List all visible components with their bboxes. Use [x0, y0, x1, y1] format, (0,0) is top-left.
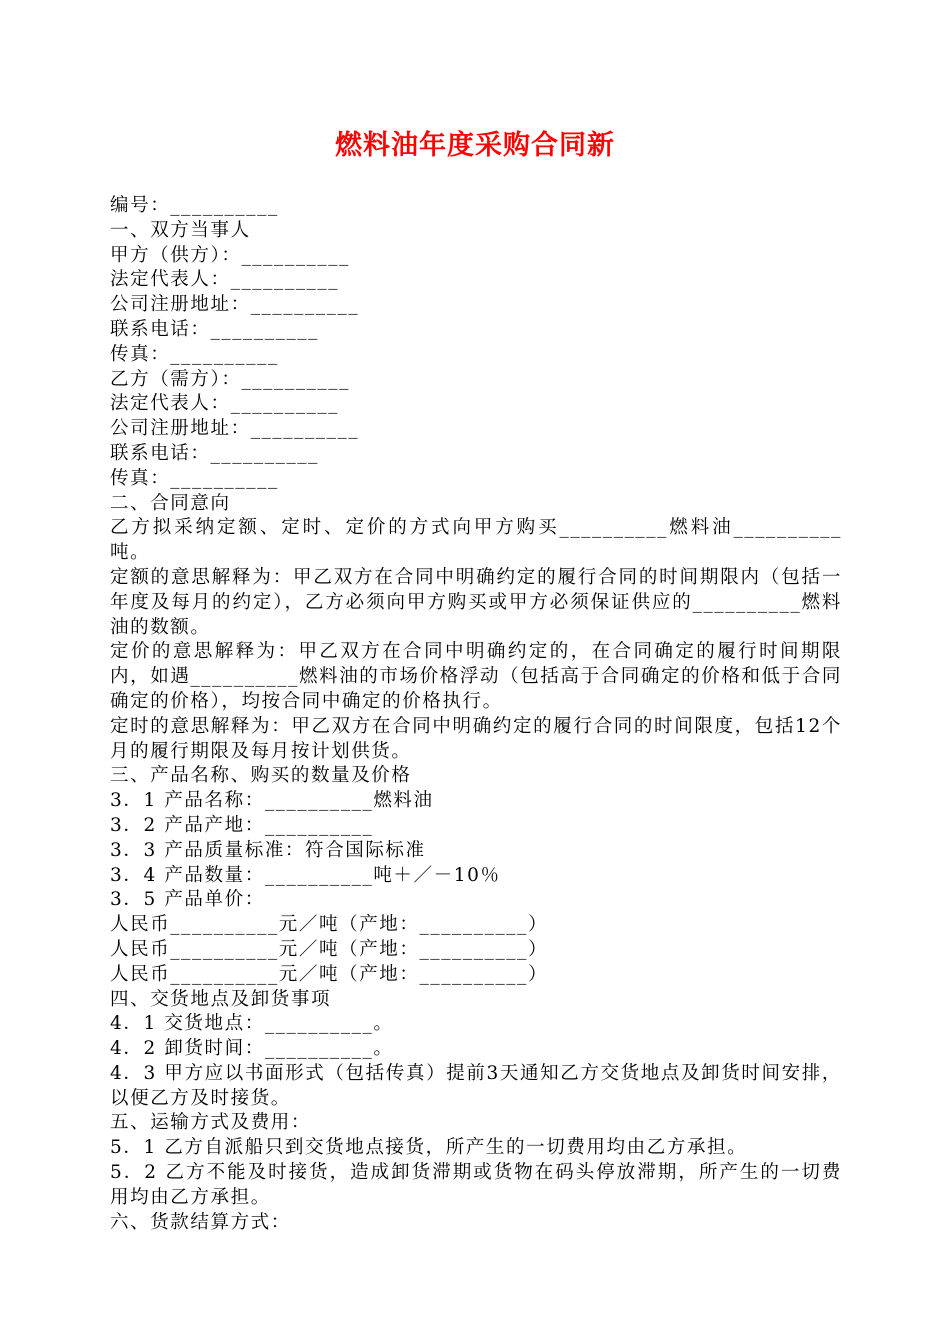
price-line: 人民币__________元／吨（产地：__________）: [110, 914, 549, 936]
clause-line: 3．2 产品产地：__________: [110, 814, 374, 836]
clause-line: 3．5 产品单价：: [110, 889, 265, 911]
clause-line: 4．2 卸货时间：__________。: [110, 1038, 394, 1060]
paragraph: 定额的意思解释为：甲乙双方在合同中明确约定的履行合同的时间期限内（包括一年度及每月的约定），乙方必须向甲方购买或甲方必须保证供应的__________燃料油的数额。: [110, 566, 842, 638]
section-heading: 一、双方当事人: [110, 219, 251, 241]
section-heading: 五、运输方式及费用：: [110, 1112, 312, 1134]
party-a-address: 公司注册地址：__________: [110, 294, 360, 316]
clause-line: 3．1 产品名称：__________燃料油: [110, 790, 434, 812]
party-b-line: 乙方（需方）：__________: [110, 368, 350, 390]
party-a-representative: 法定代表人：__________: [110, 269, 340, 291]
clause-line: 4．1 交货地点：__________。: [110, 1013, 394, 1035]
paragraph: 定时的意思解释为：甲乙双方在合同中明确约定的履行合同的时间限度，包括12个月的履行期限及每月按计划供货。: [110, 715, 842, 762]
paragraph: 5．2 乙方不能及时接货，造成卸货滞期或货物在码头停放滞期，所产生的一切费用均由乙方承担。: [110, 1162, 842, 1208]
price-line: 人民币__________元／吨（产地：__________）: [110, 963, 549, 985]
document-title: 燃料油年度采购合同新: [335, 130, 615, 161]
party-a-fax: 传真：__________: [110, 343, 279, 365]
clause-line: 3．3 产品质量标准：符合国际标准: [110, 839, 426, 861]
section-heading: 二、合同意向: [110, 492, 231, 514]
party-a-phone: 联系电话：__________: [110, 318, 320, 340]
section-heading: 四、交货地点及卸货事项: [110, 988, 332, 1010]
contract-number-line: 编号：__________: [110, 195, 279, 216]
section-heading: 三、产品名称、购买的数量及价格: [110, 765, 412, 787]
paragraph: 5．1 乙方自派船只到交货地点接货，所产生的一切费用均由乙方承担。: [110, 1137, 748, 1159]
party-b-phone: 联系电话：__________: [110, 442, 320, 464]
party-b-fax: 传真：__________: [110, 467, 279, 489]
party-b-address: 公司注册地址：__________: [110, 418, 360, 440]
clause-line: 3．4 产品数量：__________吨＋／－10％: [110, 864, 501, 886]
section-heading: 六、货款结算方式：: [110, 1211, 291, 1233]
paragraph: 定价的意思解释为：甲乙双方在合同中明确约定的，在合同确定的履行时间期限内，如遇__________燃料油的市场价格浮动（包括高于合同确定的价格和低于合同确定的价格），均按合同中确定的价格执行。: [110, 641, 842, 712]
paragraph: 4．3 甲方应以书面形式（包括传真）提前3天通知乙方交货地点及卸货时间安排，以便乙方及时接货。: [110, 1062, 842, 1109]
paragraph: 乙方拟采纳定额、定时、定价的方式向甲方购买__________燃料油__________吨。: [110, 517, 842, 564]
document-body: [110, 194, 842, 1235]
price-line: 人民币__________元／吨（产地：__________）: [110, 938, 549, 960]
party-a-line: 甲方（供方）：__________: [110, 244, 350, 266]
party-b-representative: 法定代表人：__________: [110, 393, 340, 415]
